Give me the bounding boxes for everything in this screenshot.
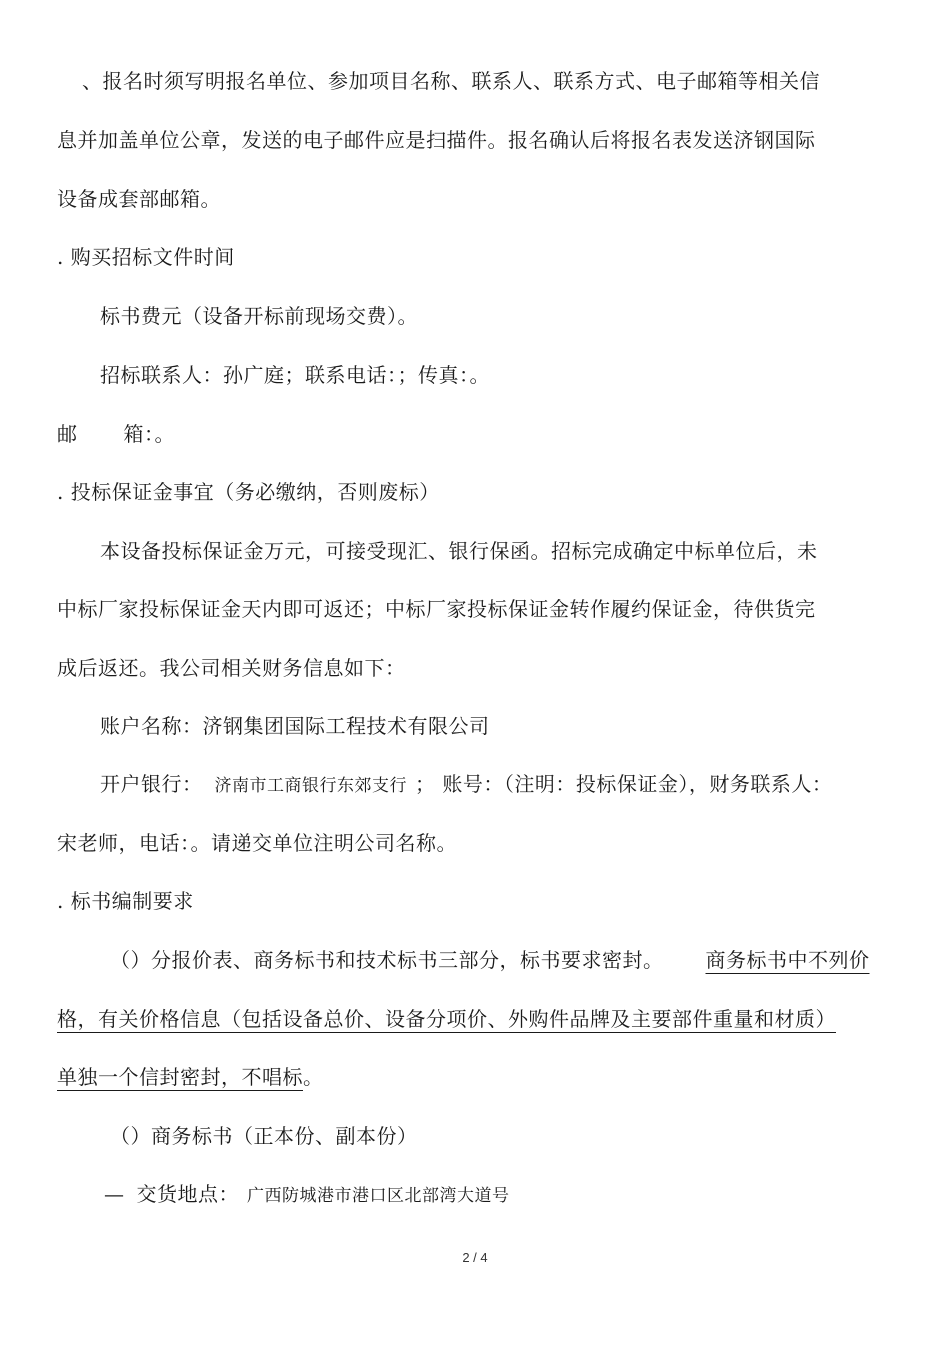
underlined-text: 商务标书中不列价 [705,948,870,972]
section-heading: . 投标保证金事宜（务必缴纳，否则废标） [57,480,440,504]
underlined-text: 单独一个信封密封，不唱标 [57,1065,303,1089]
bank-line [100,771,832,799]
bank-account-details: ； 账号：（注明：投标保证金），财务联系人： [415,772,833,796]
requirement-item [110,947,870,973]
delivery-label: 交货地点： [136,1182,239,1206]
bank-label: 开户银行： [100,772,203,796]
underlined-text: 格，有关价格信息（包括设备总价、设备分项价、外购件品牌及主要部件重量和材质） [57,1007,836,1031]
paragraph-line: 成后返还。我公司相关财务信息如下： [57,656,406,680]
paragraph-line: 宋老师，电话：。请递交单位注明公司名称。 [57,831,457,855]
paragraph-line: 、报名时须写明报名单位、参加项目名称、联系人、联系方式、电子邮箱等相关信 [82,69,820,93]
account-name-line: 账户名称：济钢集团国际工程技术有限公司 [100,714,490,738]
requirement-end-mark: 。 [303,1065,324,1089]
section-heading: . 标书编制要求 [57,889,194,913]
paragraph-line: 本设备投标保证金万元，可接受现汇、银行保函。招标完成确定中标单位后，未 [100,539,818,563]
bank-name: 济南市工商银行东郊支行 [214,776,407,796]
section-heading: . 购买招标文件时间 [57,245,235,269]
dash: — [104,1182,125,1206]
paragraph-line: 息并加盖单位公章，发送的电子邮件应是扫描件。报名确认后将报名表发送济钢国际 [57,128,816,152]
paragraph-line: 中标厂家投标保证金天内即可返还；中标厂家投标保证金转作履约保证金，待供货完 [57,597,816,621]
paragraph-line: 设备成套部邮箱。 [57,187,221,211]
email-label-part2: 箱：。 [123,422,175,446]
fee-line: 标书费元（设备开标前现场交费）。 [100,304,418,328]
contact-line: 招标联系人：孙广庭；联系电话：；传真：。 [100,363,490,387]
page-number: 2 / 4 [462,1250,488,1265]
email-line [57,421,175,447]
delivery-address: 广西防城港市港口区北部湾大道号 [247,1186,510,1206]
requirement-item: （）商务标书（正本份、副本份） [110,1124,418,1148]
requirement-item-end [57,1064,324,1090]
delivery-line [104,1181,510,1209]
requirement-text: （）分报价表、商务标书和技术标书三部分，标书要求密封。 [110,948,664,972]
email-label-part1: 邮 [57,422,78,446]
